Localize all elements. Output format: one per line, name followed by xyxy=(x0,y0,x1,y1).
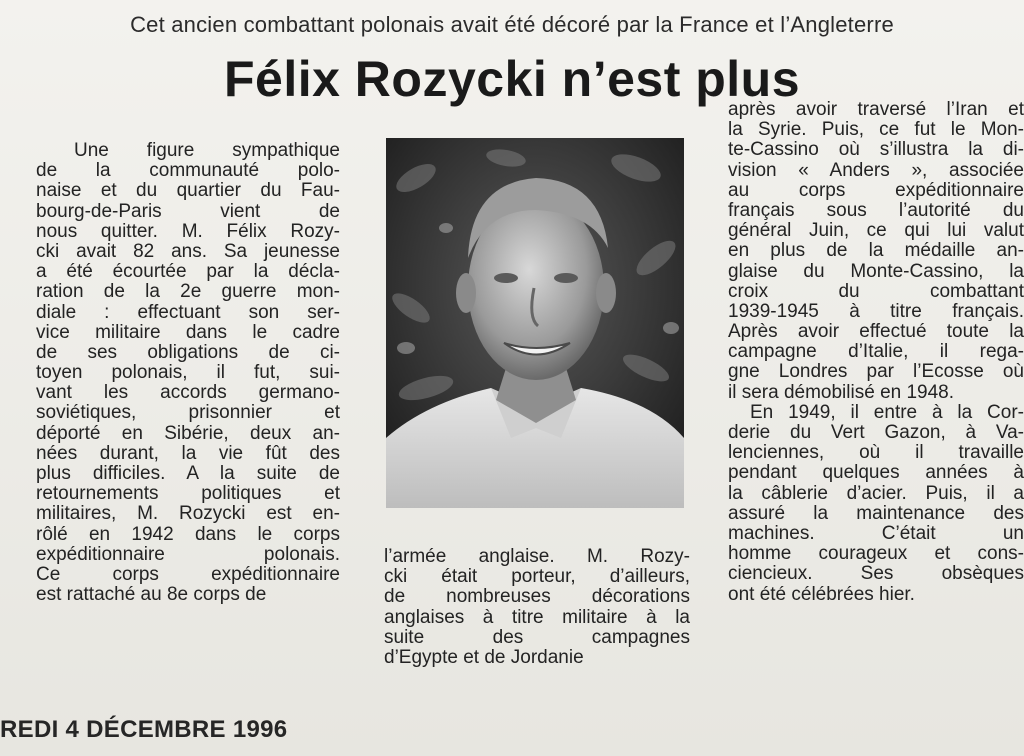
article-line: général Juin, ce qui lui valut xyxy=(728,220,1024,242)
article-line: expéditionnaire polonais. xyxy=(36,543,340,565)
article-line: nous quitter. M. Félix Rozy- xyxy=(36,220,340,242)
article-line: vision « Anders », associée xyxy=(728,159,1024,181)
article-line: cki avait 82 ans. Sa jeunesse xyxy=(36,240,340,262)
article-line: de nombreuses décorations xyxy=(384,586,690,608)
article-line: de la communauté polo- xyxy=(36,160,340,182)
article-line: diale : effectuant son ser- xyxy=(36,301,340,323)
article-column-3 xyxy=(728,100,1024,605)
article-line: toyen polonais, il fut, sui- xyxy=(36,362,340,384)
article-line: il sera démobilisé en 1948. xyxy=(728,381,955,403)
article-line: au corps expéditionnaire xyxy=(728,179,1024,201)
article-line: naise et du quartier du Fau- xyxy=(36,180,340,202)
article-line: ration de la 2e guerre mon- xyxy=(36,281,340,303)
article-line: militaires, M. Rozycki est en- xyxy=(36,503,340,525)
article-line: en plus de la médaille an- xyxy=(728,240,1024,262)
footer-date: REDI 4 DÉCEMBRE 1996 xyxy=(0,716,288,743)
article-column-1 xyxy=(36,141,340,605)
article-line: homme courageux et cons- xyxy=(728,543,1024,565)
article-line: cki était porteur, d’ailleurs, xyxy=(384,566,690,588)
article-line: te-Cassino où s’illustra la di- xyxy=(728,139,1024,161)
article-line: assuré la maintenance des xyxy=(728,502,1024,524)
article-line: déporté en Sibérie, deux an- xyxy=(36,422,340,444)
article-line: suite des campagnes xyxy=(384,626,690,648)
article-line: 1939-1945 à titre français. xyxy=(728,300,1024,322)
article-line: bourg-de-Paris vient de xyxy=(36,200,340,222)
article-line: est rattaché au 8e corps de xyxy=(36,584,267,606)
article-line: la Syrie. Puis, ce fut le Mon- xyxy=(728,119,1024,141)
article-line: vice militaire dans le cadre xyxy=(36,321,340,343)
article-line: campagne d’Italie, il rega- xyxy=(728,341,1024,363)
article-line: nées durant, la vie fût des xyxy=(36,442,340,464)
article-line: plus difficiles. A la suite de xyxy=(36,463,340,484)
article-line: pendant quelques années à xyxy=(728,462,1024,484)
article-line: l’armée anglaise. M. Rozy- xyxy=(384,546,690,567)
article-column-2 xyxy=(384,547,690,668)
article-line: a été écourtée par la décla- xyxy=(36,261,340,283)
article-line: après avoir traversé l’Iran et xyxy=(728,100,1024,120)
article-line: soviétiques, prisonnier et xyxy=(36,402,340,424)
article-line: d’Egypte et de Jordanie xyxy=(384,646,584,668)
article-headline: Félix Rozycki n’est plus xyxy=(223,51,801,107)
article-line: de ses obligations de ci- xyxy=(36,341,340,363)
article-line: ont été célébrées hier. xyxy=(728,583,915,605)
portrait-photo xyxy=(386,138,684,508)
article-line: lenciennes, où il travaille xyxy=(728,442,1024,464)
article-line: vant les accords germano- xyxy=(36,382,340,404)
article-line: français sous l’autorité du xyxy=(728,199,1024,221)
article-line: Après avoir effectué toute la xyxy=(728,321,1024,343)
article-line: Ce corps expéditionnaire xyxy=(36,563,340,585)
article-line: glaise du Monte-Cassino, la xyxy=(728,260,1024,282)
article-line: gne Londres par l’Ecosse où xyxy=(728,361,1024,383)
article-line: retournements politiques et xyxy=(36,483,340,505)
article-line: rôlé en 1942 dans le corps xyxy=(36,523,340,545)
article-line: croix du combattant xyxy=(728,280,1024,302)
article-line: machines. C’était un xyxy=(728,522,1024,544)
article-line: En 1949, il entre à la Cor- xyxy=(750,401,1024,423)
article-line: Une figure sympathique xyxy=(74,140,340,161)
article-kicker: Cet ancien combattant polonais avait été décoré par la France et l’Angleterre xyxy=(130,12,894,37)
article-line: derie du Vert Gazon, à Va- xyxy=(728,422,1024,443)
article-line: anglaises à titre militaire à la xyxy=(384,606,690,628)
article-line: ciencieux. Ses obsèques xyxy=(728,563,1024,585)
article-line: la câblerie d’acier. Puis, il a xyxy=(728,482,1024,504)
portrait-photo-illustration xyxy=(386,138,684,508)
